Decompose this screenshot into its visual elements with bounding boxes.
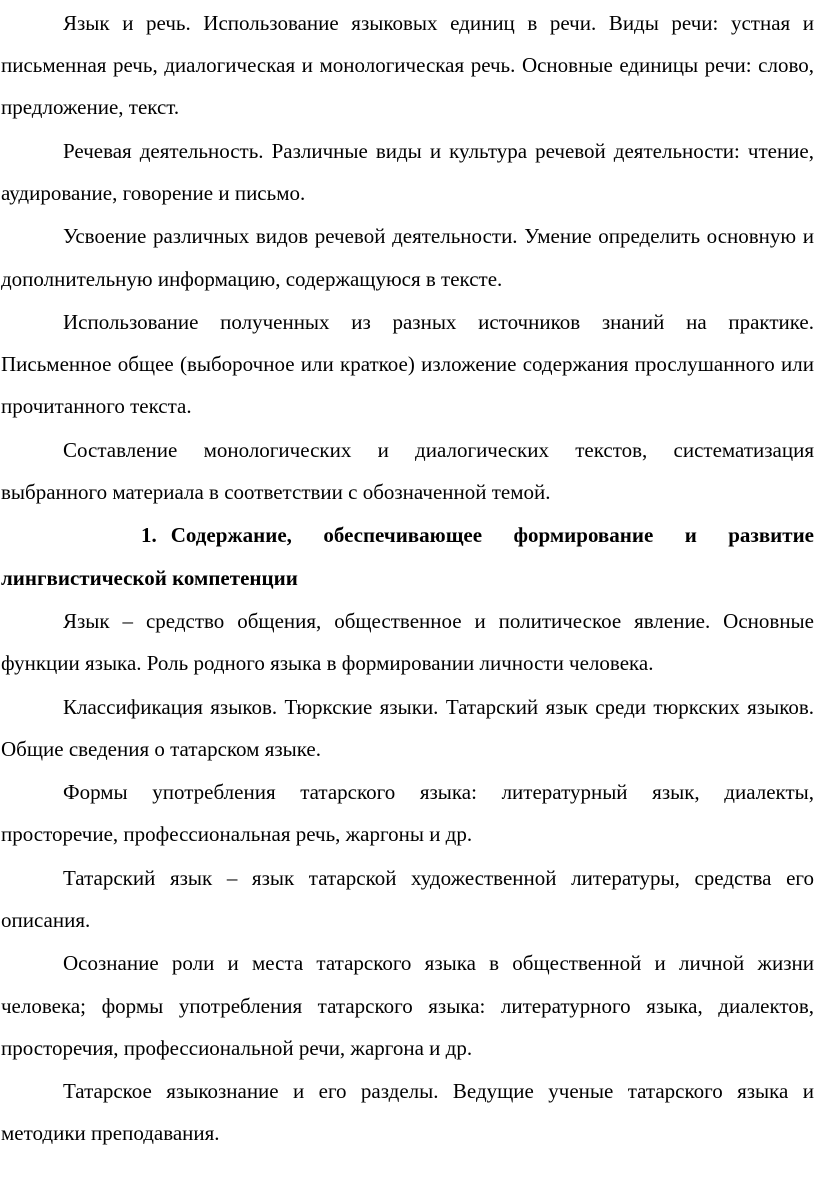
paragraph-linguistics: Татарское языкознание и его разделы. Ведущие ученые татарского языка и методики преподавания. <box>1 1079 814 1146</box>
paragraph-literary-language: Татарский язык – язык татарской художественной литературы, средства его описания. <box>1 865 814 932</box>
section-title: Содержание, обеспечивающее формирование и развитие лингвистической компетенции <box>1 523 814 590</box>
paragraph-language-role: Осознание роли и места татарского языка в общественной и личной жизни человека; формы употребления татарского языка: литературного языка, диалектов, просторечия, профессиональной речи, жаргона и др. <box>1 951 814 1060</box>
paragraph-language-forms: Формы употребления татарского языка: литературный язык, диалекты, просторечие, профессиональная речь, жаргоны и др. <box>1 780 814 847</box>
paragraph-text-composition: Составление монологических и диалогических текстов, систематизация выбранного материала в соответствии с обозначенной темой. <box>1 437 814 504</box>
paragraph-language-functions: Язык – средство общения, общественное и политическое явление. Основные функции языка. Роль родного языка в формировании личности человека. <box>1 608 814 676</box>
paragraph-language-classification: Классификация языков. Тюркские языки. Татарский язык среди тюркских языков. Общие сведения о татарском языке. <box>1 694 814 761</box>
paragraph-activity-types: Усвоение различных видов речевой деятельности. Умение определить основную и дополнительную информацию, содержащуюся в тексте. <box>1 224 814 291</box>
section-number: 1. <box>141 523 157 548</box>
paragraph-speech-activity: Речевая деятельность. Различные виды и культура речевой деятельности: чтение, аудирование, говорение и письмо. <box>1 138 814 205</box>
section-heading <box>1 514 814 598</box>
paragraph-speech-units: Язык и речь. Использование языковых единиц в речи. Виды речи: устная и письменная речь, диалогическая и монологическая речь. Основные единицы речи: слово, предложение, текст. <box>1 11 814 120</box>
paragraph-knowledge-practice: Использование полученных из разных источников знаний на практике. Письменное общее (выборочное или краткое) изложение содержания прослушанного или прочитанного текста. <box>1 309 814 419</box>
